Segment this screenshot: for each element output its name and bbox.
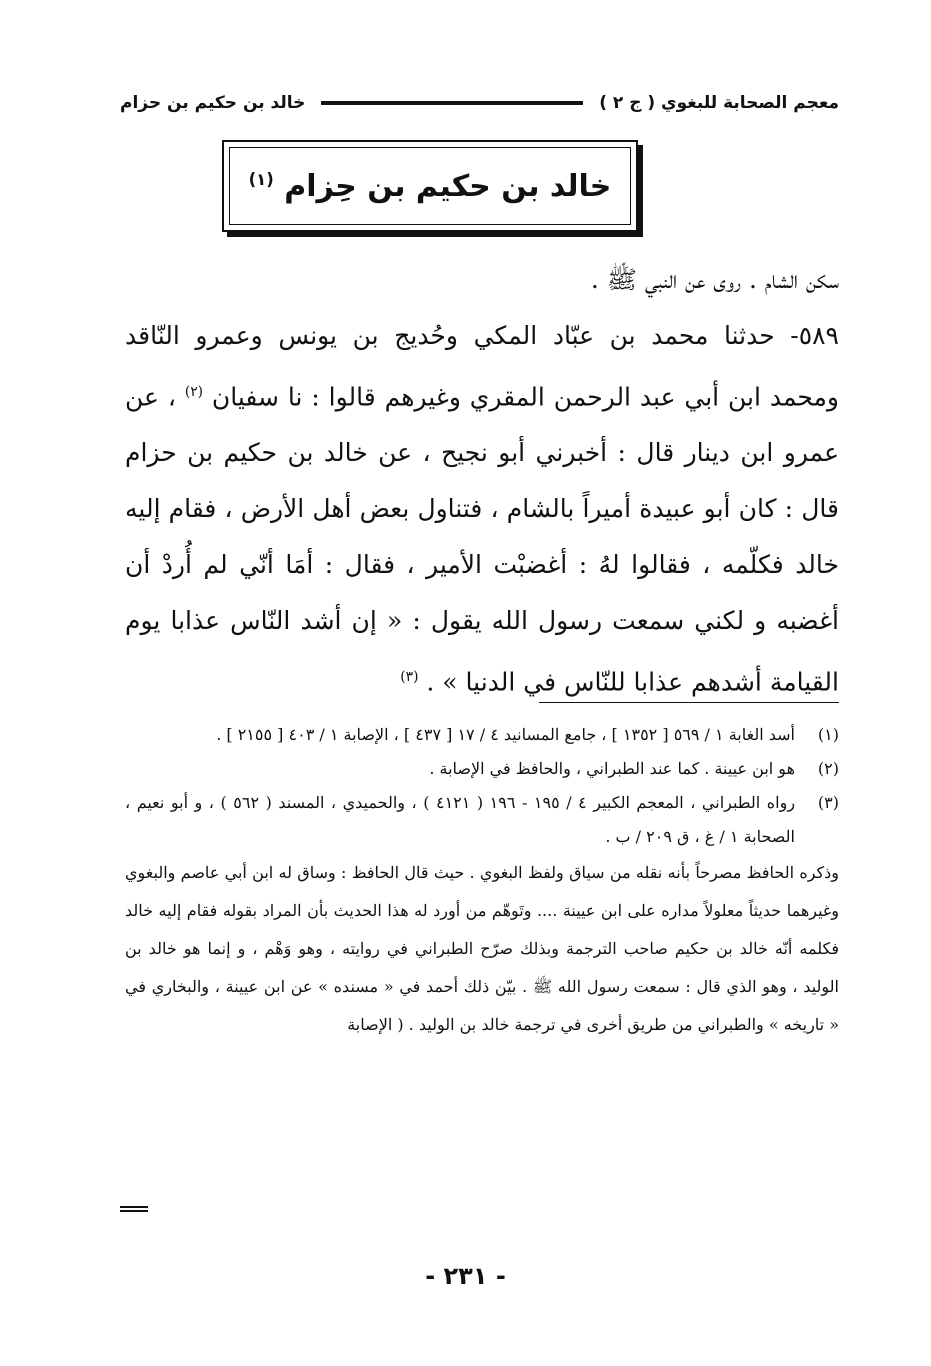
footnote-item <box>125 786 839 854</box>
main-text <box>125 252 839 711</box>
entry-title-footnote-ref: (١) <box>248 169 274 189</box>
hadith-footnote-ref-3: (٣) <box>400 669 419 686</box>
entry-title-text: خالد بن حكيم بن حِزام <box>284 168 612 204</box>
footnote-continuation: وذكره الحافظ مصرحاً بأنه نقله من سياق ولفظ البغوي . حيث قال الحافظ : وساق له ابن أبي عاصم والبغوي وغيرهما حديثاً معلولاً مداره على ابن عيينة .... وتَوهّم من أورد له هذا الحديث بأن المراد بقوله فقام إليه خالد فكلمه أنّه خالد بن حكيم صاحب الترجمة وبذلك صرّح الطبراني في روايته ، وهو وَهْم ، و إنما هو خالد بن الوليد ، وهو الذي قال : سمعت رسول الله ﷺ . بيّن ذلك أحمد في « مسنده » عن ابن عيينة ، والبخاري في « تاريخه » والطبراني من طريق أخرى في ترجمة خالد بن الوليد . ( الإصابة <box>125 863 840 1034</box>
continuation-mark <box>120 1206 148 1212</box>
entry-title-box <box>222 140 638 232</box>
footnote-number: (١) <box>817 725 839 744</box>
book-title: معجم الصحابة للبغوي ( ج ٢ ) <box>599 93 839 113</box>
footnote-item <box>125 752 839 786</box>
page-number: - ٢٣١ - <box>425 1262 506 1290</box>
footnote-text: هو ابن عيينة . كما عند الطبراني ، والحافظ في الإصابة . <box>429 759 795 778</box>
hadith-text-part2: ، عن عمرو ابن دينار قال : أخبرني أبو نجيح ، عن خالد بن حكيم بن حزام قال : كان أبو عبيدة أميراً بالشام ، فتناول بعض أهل الأرض ، فقام إليه خالد فكلّمه ، فقالوا لهُ : أغضبْت الأمير ، فقال : أمَا أنّي لم أُردْ أن أغضبه و لكني سمعت رسول الله يقول : « إن أشد النّاس عذابا يوم القيامة أشدهم عذابا للنّاس في الدنيا » . <box>125 382 839 697</box>
header-rule <box>321 101 583 105</box>
footnote-text: أسد الغابة ١ / ٥٦٩ [ ١٣٥٢ ] ، جامع المسانيد ٤ / ١٧ [ ٤٣٧ ] ، الإصابة ١ / ٤٠٣ [ ٢١٥٥ ] . <box>216 725 795 744</box>
entry-title <box>249 169 612 204</box>
hadith-paragraph <box>125 308 839 711</box>
footnote-item <box>125 718 839 752</box>
intro-line: سكن الشام . روى عن النبي ﷺ . <box>590 265 839 294</box>
footnotes <box>125 718 839 1044</box>
footnote-number: (٣) <box>817 793 839 812</box>
footnote-number: (٢) <box>817 759 839 778</box>
section-title: خالد بن حكيم بن حزام <box>120 93 306 113</box>
running-header <box>120 88 839 118</box>
footnote-text: رواه الطبراني ، المعجم الكبير ٤ / ١٩٥ - ١٩٦ ( ٤١٢١ ) ، والحميدي ، المسند ( ٥٦٢ ) ، و أبو نعيم ، الصحابة ١ / غ ، ق ٢٠٩ / ب . <box>125 793 796 846</box>
hadith-text-part1: ٥٨٩- حدثنا محمد بن عبّاد المكي وحُديج بن يونس وعمرو النّاقد ومحمد ابن أبي عبد الرحمن المقري وغيرهم قالوا : نا سفيان <box>125 321 840 412</box>
footnote-divider <box>539 702 839 703</box>
hadith-footnote-ref-2: (٢) <box>184 384 203 400</box>
